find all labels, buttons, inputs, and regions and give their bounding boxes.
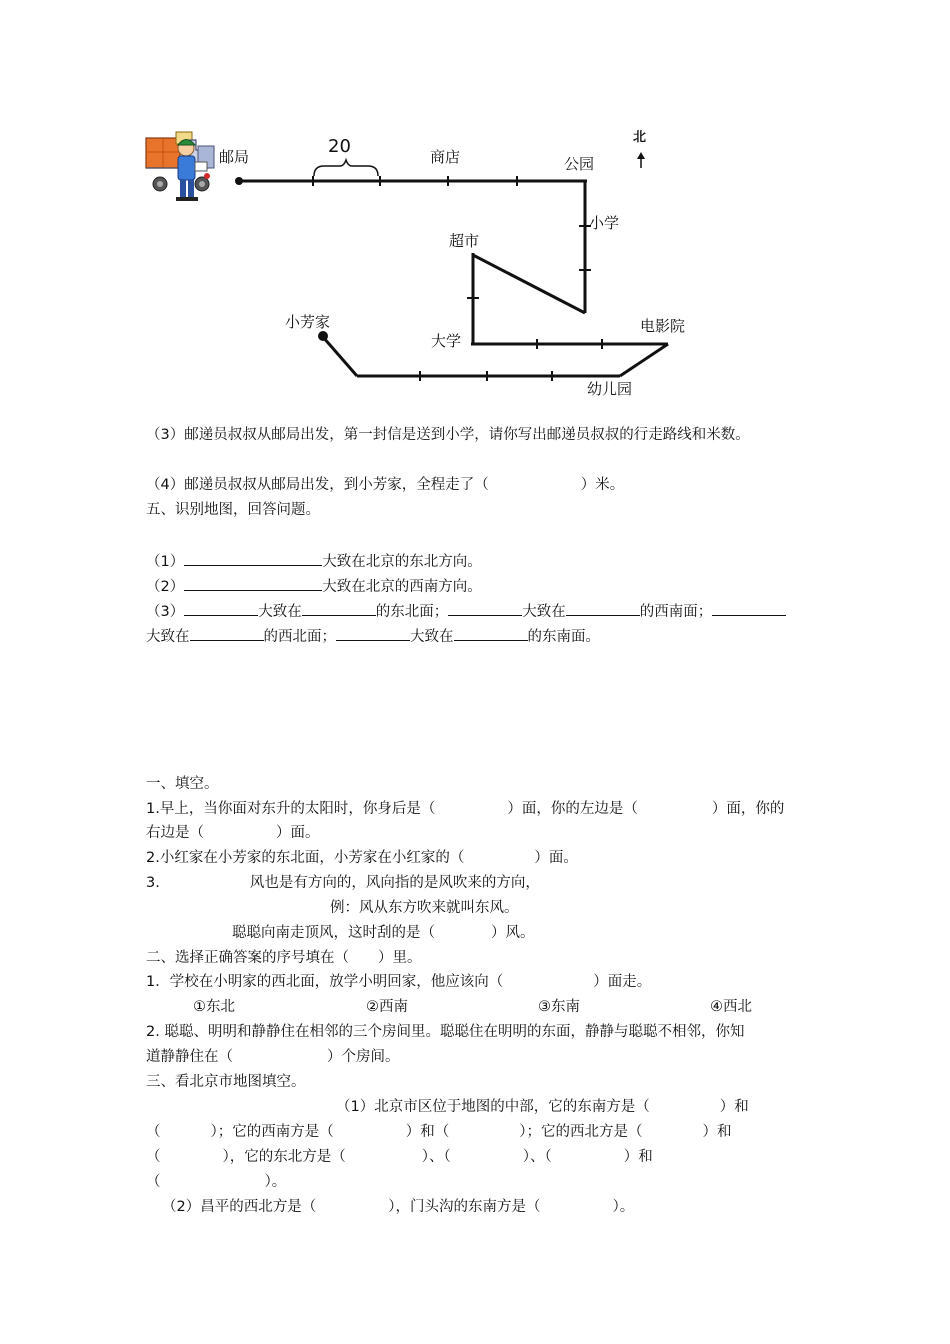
option-3[interactable]: ③东南 (538, 999, 580, 1015)
north-label: 北 (633, 130, 647, 145)
section-3-item-2: （2）昌平的西北方是（ ），门头沟的东南方是（ ）。 (162, 1199, 635, 1215)
section-2-item-2: 2. 聪聪、明明和静静住在相邻的三个房间里。聪聪住在明明的东面，静静与聪聪不相邻，你知 (146, 1024, 745, 1040)
label-shop: 商店 (430, 148, 461, 166)
answer-blank[interactable] (184, 575, 322, 591)
answer-blank[interactable] (184, 600, 258, 616)
section-1-item-2: 2.小红家在小芳家的东北面，小芳家在小红家的（ ）面。 (146, 850, 578, 866)
section-1-item-3-example: 例：风从东方吹来就叫东风。 (330, 900, 519, 916)
question-3: （3）邮递员叔叔从邮局出发，第一封信是送到小学，请你写出邮递员叔叔的行走路线和米数。 (146, 427, 750, 443)
answer-blank[interactable] (336, 625, 410, 641)
section-1-item-1: 1.早上，当你面对东升的太阳时，你身后是（ ）面，你的左边是（ ）面，你的 (146, 801, 785, 817)
answer-blank[interactable] (712, 600, 786, 616)
section-3-item-1: （1）北京市区位于地图的中部，它的东南方是（ ）和 (336, 1099, 749, 1115)
option-2[interactable]: ②西南 (366, 999, 408, 1015)
section-3-item-1-line4: （ ）。 (146, 1174, 287, 1190)
post-office-marker (235, 177, 243, 185)
label-post-office: 邮局 (219, 148, 250, 166)
answer-blank[interactable] (566, 600, 640, 616)
route-map (0, 0, 950, 420)
answer-blank[interactable] (454, 625, 528, 641)
label-primary-school: 小学 (589, 214, 620, 232)
label-cinema: 电影院 (640, 317, 686, 335)
section-5-item-3-cont: 大致在 的西北面； 大致在 的东南面。 (146, 625, 600, 647)
section-5-item-3: （3） 大致在 的东北面； 大致在 的西南面； (146, 600, 786, 622)
section-1-title: 一、填空。 (146, 776, 219, 792)
section-1-item-1-cont: 右边是（ ）面。 (146, 825, 320, 841)
section-2-item-2-cont: 道静静住在（ ）个房间。 (146, 1049, 400, 1065)
option-1[interactable]: ①东北 (193, 999, 235, 1015)
answer-blank[interactable] (448, 600, 522, 616)
label-supermarket: 超市 (449, 232, 480, 250)
xiaofang-home-marker (318, 331, 328, 341)
section-1-item-3: 3. 风也是有方向的，风向指的是风吹来的方向， (146, 875, 540, 891)
option-4[interactable]: ④西北 (710, 999, 752, 1015)
section-5-item-1: （1） 大致在北京的东北方向。 (146, 550, 482, 572)
answer-blank[interactable] (302, 600, 376, 616)
section-5-item-2: （2） 大致在北京的西南方向。 (146, 575, 482, 597)
north-arrow-icon (637, 152, 645, 168)
section-2-item-1: 1．学校在小明家的西北面，放学小明回家，他应该向（ ）面走。 (146, 974, 652, 990)
section-3-item-1-line3: （ ），它的东北方是（ ）、（ ）、（ ）和 (146, 1149, 653, 1165)
scale-label: 20 (328, 136, 351, 157)
route-map-drawing (0, 0, 950, 420)
question-4: （4）邮递员叔叔从邮局出发，到小芳家，全程走了（ ）米。 (146, 477, 625, 493)
postman-truck-illustration (146, 132, 214, 201)
section-3-title: 三、看北京市地图填空。 (146, 1074, 306, 1090)
label-university: 大学 (431, 332, 462, 350)
label-kindergarten: 幼儿园 (587, 380, 633, 398)
section-2-title: 二、选择正确答案的序号填在（ ）里。 (146, 950, 422, 966)
section-5-title: 五、识别地图，回答问题。 (146, 502, 320, 518)
scale-brace (314, 160, 378, 176)
section-3-item-1-line2: （ ）；它的西南方是（ ）和（ ）；它的西北方是（ ）和 (146, 1124, 732, 1140)
section-1-item-3-question: 聪聪向南走顶风，这时刮的是（ ）风。 (232, 925, 535, 941)
label-xiaofang-home: 小芳家 (285, 313, 331, 331)
answer-blank[interactable] (190, 625, 264, 641)
answer-blank[interactable] (184, 550, 322, 566)
label-park: 公园 (564, 155, 595, 173)
